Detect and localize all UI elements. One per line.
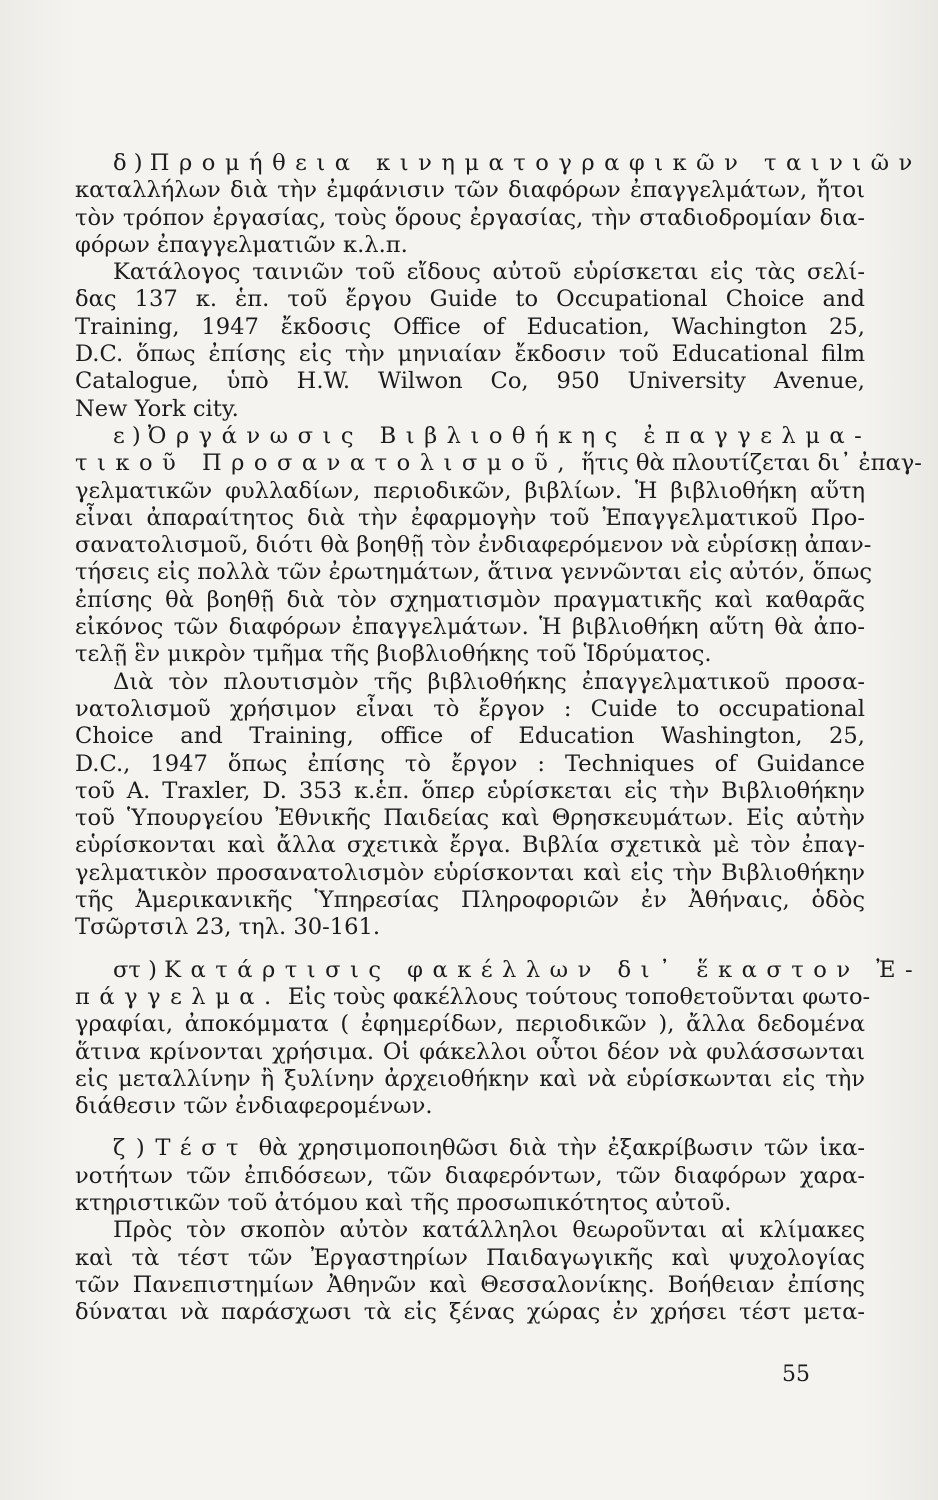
section-gap <box>75 942 865 957</box>
text-line: New York city. <box>75 395 239 422</box>
page-number: 55 <box>782 1362 810 1387</box>
text-line: φόρων ἐπαγγελματιῶν κ.λ.π. <box>75 231 408 258</box>
section-st-title-cont: πάγγελμα. <box>75 983 281 1010</box>
text-line: τοῦ A. Traxler, D. 353 κ.ἑπ. ὅπερ εὑρίσκεται εἰς τὴν Βιβλιοθήκην <box>75 777 865 804</box>
text-line: Τσῶρτσιλ 23, τηλ. 30-161. <box>75 914 381 941</box>
text-line: δύναται νὰ παράσχωσι τὰ εἰς ξένας χώρας ἐν χρήσει τέστ μετα- <box>75 1299 865 1326</box>
text-line: D.C. ὅπως ἐπίσης εἰς τὴν μηνιαίαν ἔκδοσιν τοῦ Educational film <box>75 341 865 368</box>
text-line: τῶν Πανεπιστημίων Ἀθηνῶν καὶ Θεσσαλονίκης. Βοήθειαν ἐπίσης <box>75 1271 865 1298</box>
text-line: διάθεσιν τῶν ἐνδιαφερομένων. <box>75 1093 433 1120</box>
text-line: Choice and Training, office of Education Washington, 25, <box>75 723 865 750</box>
text-line: εἶναι ἀπαραίτητος διὰ τὴν ἐφαρμογὴν τοῦ Ἐπαγγελματικοῦ Προ- <box>75 504 865 531</box>
text-line: σανατολισμοῦ, διότι θὰ βοηθῇ τὸν ἐνδιαφερόμενον νὰ εὑρίσκῃ ἀπαν- <box>75 532 872 559</box>
body-text <box>75 150 923 1326</box>
text-line: εἰς μεταλλίνην ἢ ξυλίνην ἀρχειοθήκην καὶ νὰ εὑρίσκωνται εἰς τὴν <box>75 1065 865 1092</box>
section-st-title: Κατάρτισις φακέλλων δι᾿ ἕκαστον Ἐ- <box>164 956 923 983</box>
section-e-label: ε ) <box>113 422 141 449</box>
text-line: Πρὸς τὸν σκοπὸν αὐτὸν κατάλληλοι θεωροῦνται αἱ κλίμακες <box>113 1217 865 1244</box>
text-line: νοτήτων τῶν ἐπιδόσεων, τῶν διαφερόντων, τῶν διαφόρων χαρα- <box>75 1162 865 1189</box>
text-line: καὶ τὰ τέστ τῶν Ἐργαστηρίων Παιδαγωγικῆς καὶ ψυχολογίας <box>75 1244 865 1271</box>
section-e-title-cont: τικοῦ Προσανατολισμοῦ, <box>75 450 574 477</box>
section-z-label: ζ ) <box>113 1135 145 1162</box>
section-e-title: Ὀργάνωσις Βιβλιοθήκης ἐπαγγελμα- <box>147 422 872 449</box>
text-line: δας 137 κ. ἑπ. τοῦ ἔργου Guide to Occupational Choice and <box>75 286 865 313</box>
section-z-heading <box>75 1135 865 1162</box>
text-line: κτηριστικῶν τοῦ ἀτόμου καὶ τῆς προσωπικότητος αὐτοῦ. <box>75 1189 732 1216</box>
text-line: εὑρίσκονται καὶ ἄλλα σχετικὰ ἔργα. Βιβλία σχετικὰ μὲ τὸν ἐπαγ- <box>75 832 865 859</box>
section-z-line1-rest: θὰ χρησιμοποιηθῶσι διὰ τὴν ἐξακρίβωσιν τῶν ἱκα- <box>258 1135 866 1162</box>
section-d-label: δ ) <box>113 150 143 176</box>
text-line: Διὰ τὸν πλουτισμὸν τῆς βιβλιοθήκης ἐπαγγελματικοῦ προσα- <box>113 668 865 695</box>
text-line: γραφίαι, ἀποκόμματα ( ἐφημερίδων, περιοδικῶν ), ἄλλα δεδομένα <box>75 1011 865 1038</box>
text-line: τῆς Ἀμερικανικῆς Ὑπηρεσίας Πληροφοριῶν ἐν Ἀθήναις, ὁδὸς <box>75 887 865 914</box>
text-line: Catalogue, ὑπὸ H.W. Wilwon Co, 950 University Avenue, <box>75 368 865 395</box>
text-line: ἅτινα κρίνονται χρήσιμα. Οἱ φάκελλοι οὗτοι δέον νὰ φυλάσσωνται <box>75 1038 865 1065</box>
text-line: ἐπίσης θὰ βοηθῇ διὰ τὸν σχηματισμὸν πραγματικῆς καὶ καθαρᾶς <box>75 586 865 613</box>
text-line: γελματικὸν προσανατολισμὸν εὑρίσκονται καὶ εἰς τὴν Βιβλιοθήκην <box>75 859 865 886</box>
text-line: τήσεις εἰς πολλὰ τῶν ἐρωτημάτων, ἅτινα γεννῶνται εἰς αὐτόν, ὅπως <box>75 559 873 586</box>
section-d-title: Προμήθεια κινηματογραφικῶν ταινιῶν <box>149 150 922 176</box>
section-e-line1-rest: ἥτις θὰ πλουτίζεται δι᾿ ἐπαγ- <box>581 450 922 477</box>
section-st-label: στ ) <box>113 956 157 983</box>
text-line: Training, 1947 ἔκδοσις Office of Education, Wachington 25, <box>75 313 865 340</box>
text-line <box>75 450 922 477</box>
text-line: τὸν τρόπον ἐργασίας, τοὺς ὅρους ἐργασίας, τὴν σταδιοδρομίαν δια- <box>75 204 865 231</box>
text-line: νατολισμοῦ χρήσιμον εἶναι τὸ ἔργον : Cuide to occupational <box>75 695 865 722</box>
text-line: γελματικῶν φυλλαδίων, περιοδικῶν, βιβλίων. Ἡ βιβλιοθήκη αὕτη <box>75 477 865 504</box>
text-line: τοῦ Ὑπουργείου Ἐθνικῆς Παιδείας καὶ Θρησκευμάτων. Εἰς αὐτὴν <box>75 805 865 832</box>
section-z-title: Τέστ <box>155 1135 248 1162</box>
text-line: D.C., 1947 ὅπως ἐπίσης τὸ ἔργον : Techniques of Guidance <box>75 750 865 777</box>
text-line: εἰκόνος τῶν διαφόρων ἐπαγγελμάτων. Ἡ βιβλιοθήκη αὕτη θὰ ἀπο- <box>75 614 865 641</box>
section-st-line2-rest: Εἰς τοὺς φακέλλους τούτους τοποθετοῦνται φωτο- <box>287 983 871 1010</box>
text-line: Κατάλογος ταινιῶν τοῦ εἴδους αὐτοῦ εὑρίσκεται εἰς τὰς σελί- <box>113 259 865 286</box>
text-line: τελῇ ἓν μικρὸν τμῆμα τῆς βιοβλιοθήκης τοῦ Ἱδρύματος. <box>75 641 712 668</box>
section-st-heading <box>75 956 923 984</box>
text-line <box>75 983 871 1011</box>
section-gap <box>75 1120 865 1135</box>
section-e-heading <box>75 422 872 450</box>
section-d-heading <box>75 150 922 177</box>
text-line: καταλλήλων διὰ τὴν ἐμφάνισιν τῶν διαφόρων ἐπαγγελμάτων, ἤτοι <box>75 177 865 204</box>
